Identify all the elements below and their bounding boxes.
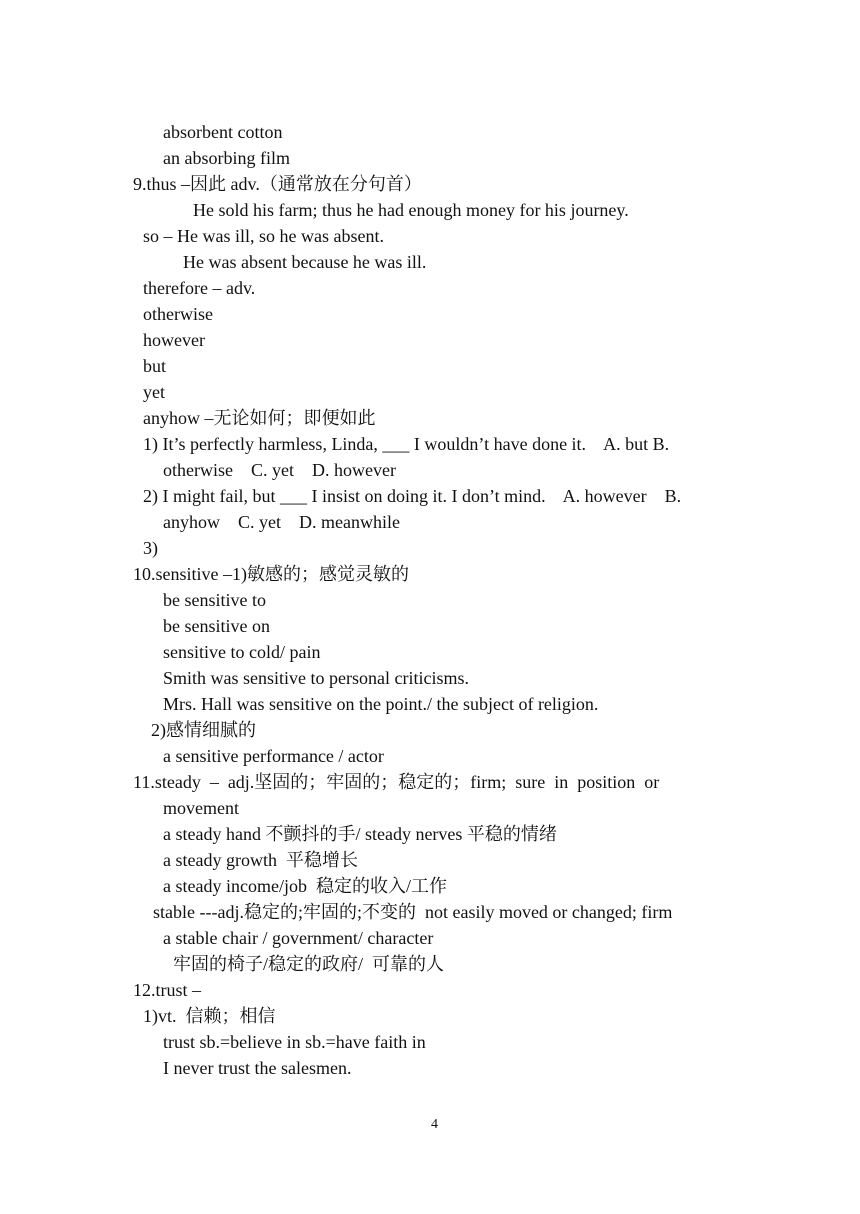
text-line: stable ---adj.稳定的;牢固的;不变的 not easily moved or changed; firm [153,902,673,922]
text-line: anyhow –无论如何；即便如此 [143,408,376,428]
text-line: otherwise [143,304,213,324]
entry-heading: 9.thus –因此 adv.（通常放在分句首） [133,174,422,194]
entry-heading: 12.trust – [133,980,202,1000]
example-sentence: Mrs. Hall was sensitive on the point./ the subject of religion. [163,694,599,714]
exercise-question: 2) I might fail, but ___ I insist on doing it. I don’t mind. A. however B. [143,486,682,506]
entry-heading: 11.steady – adj.坚固的；牢固的；稳定的；firm; sure in position or [133,772,660,792]
text-line: but [143,356,167,376]
text-line: a steady growth 平稳增长 [163,850,358,870]
text-line: a steady income/job 稳定的收入/工作 [163,876,447,896]
text-line: yet [143,382,165,402]
text-line: movement [163,798,239,818]
text-line: however [143,330,205,350]
text-line: so – He was ill, so he was absent. [143,226,384,246]
exercise-question: 3) [143,538,158,558]
example-sentence: Smith was sensitive to personal criticisms. [163,668,469,688]
example-sentence: He sold his farm; thus he had enough money for his journey. [193,200,629,220]
text-line: be sensitive to [163,590,266,610]
example-sentence: He was absent because he was ill. [183,252,427,272]
page-number: 4 [431,1117,438,1132]
exercise-options: anyhow C. yet D. meanwhile [163,512,400,532]
text-line: an absorbing film [163,148,290,168]
text-line: trust sb.=believe in sb.=have faith in [163,1032,426,1052]
text-line: absorbent cotton [163,122,283,142]
example-sentence: I never trust the salesmen. [163,1058,352,1078]
text-line: a sensitive performance / actor [163,746,384,766]
exercise-question: 1) It’s perfectly harmless, Linda, ___ I wouldn’t have done it. A. but B. [143,434,670,454]
text-line: a steady hand 不颤抖的手/ steady nerves 平稳的情绪 [163,824,557,844]
text-line: 2)感情细腻的 [151,720,256,740]
text-line: a stable chair / government/ character [163,928,434,948]
text-line: sensitive to cold/ pain [163,642,321,662]
text-line: 1)vt. 信赖；相信 [143,1006,276,1026]
exercise-options: otherwise C. yet D. however [163,460,396,480]
text-line: 牢固的椅子/稳定的政府/ 可靠的人 [173,954,445,974]
text-line: be sensitive on [163,616,270,636]
entry-heading: 10.sensitive –1)敏感的；感觉灵敏的 [133,564,409,584]
text-line: therefore – adv. [143,278,256,298]
